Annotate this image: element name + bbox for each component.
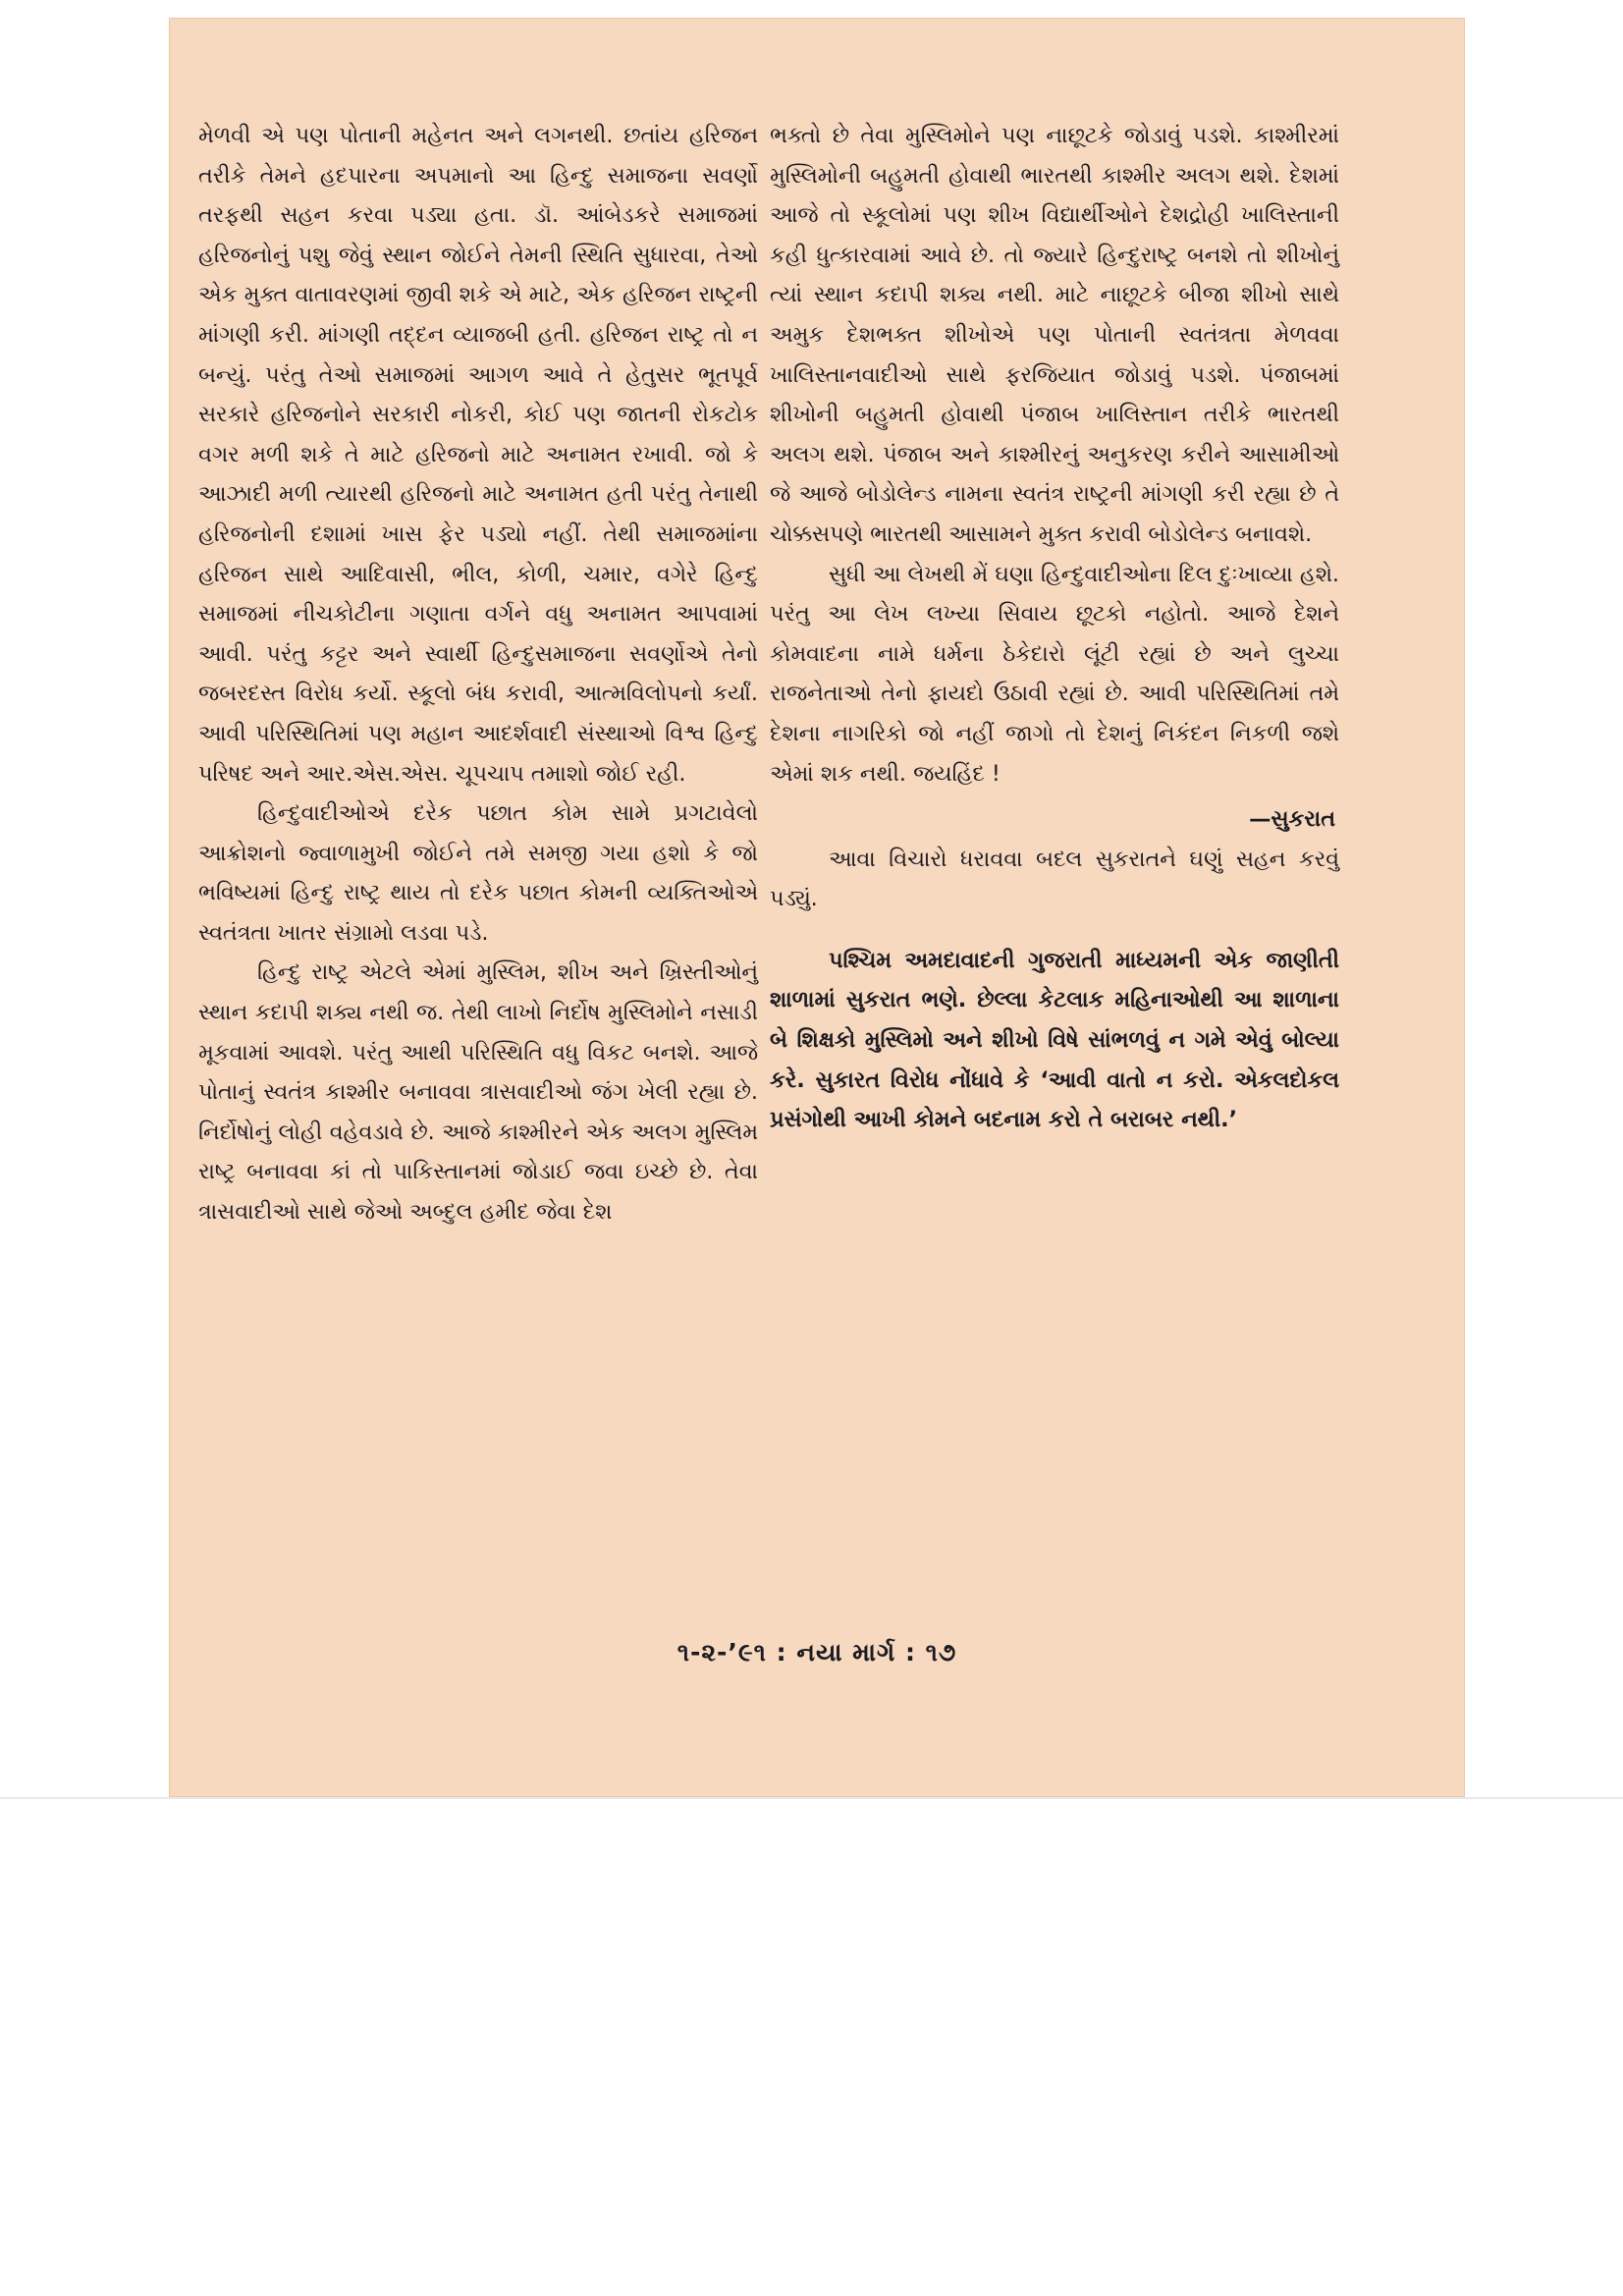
paragraph: મેળવી એ પણ પોતાની મહેનત અને લગનથી. છતાંય હરિજન તરીકે તેમને હદપારના અપમાનો આ હિન્દુ સમાજના સવર્ણો તરફથી સહન કરવા પડ્યા હતા. ડૉ. આંબેડકરે સમાજમાં હરિજનોનું પશુ જેવું સ્થાન જોઈને તેમની સ્થિતિ સુધારવા, તેઓ એક મુક્ત વાતાવરણમાં જીવી શકે એ માટે, એક હરિજન રાષ્ટ્રની માંગણી કરી. માંગણી તદ્દન વ્યાજબી હતી. હરિજન રાષ્ટ્ર તો ન બન્યું. પરંતુ તેઓ સમાજમાં આગળ આવે તે હેતુસર ભૂતપૂર્વ સરકારે હરિજનોને સરકારી નોકરી, કોઈ પણ જાતની રોકટોક વગર મળી શકે તે માટે હરિજનો માટે અનામત રખાવી. જો કે આઝાદી મળી ત્યારથી હરિજનો માટે અનામત હતી પરંતુ તેનાથી હરિજનોની દશામાં ખાસ ફેર પડ્યો નહીં. તેથી સમાજમાંના હરિજન સાથે આદિવાસી, ભીલ, કોળી, ચમાર, વગેરે હિન્દુ સમાજમાં નીચકોટીના ગણાતા વર્ગને વધુ અનામત આપવામાં આવી. પરંતુ કટ્ટર અને સ્વાર્થી હિન્દુસમાજના સવર્ણોએ તેનો જબરદસ્ત વિરોધ કર્યો. સ્કૂલો બંધ કરાવી, આત્મવિલોપનો કર્યાં. આવી પરિસ્થિતિમાં પણ મહાન આદર્શવાદી સંસ્થાઓ વિશ્વ હિન્દુ પરિષદ અને આર.એસ.એસ. ચૂપચાપ તમાશો જોઈ રહી.: [198, 123, 758, 787]
scan-edge-divider: [0, 1797, 1623, 1799]
paragraph: હિન્દુ રાષ્ટ્ર એટલે એમાં મુસ્લિમ, શીખ અને ખ્રિસ્તીઓનું સ્થાન કદાપી શક્ય નથી જ. તેથી લાખો નિર્દોષ મુસ્લિમોને નસાડી મૂકવામાં આવશે. પરંતુ આથી પરિસ્થિતિ વધુ વિકટ બનશે. આજે પોતાનું સ્વતંત્ર કાશ્મીર બનાવવા ત્રાસવાદીઓ જંગ ખેલી રહ્યા છે. નિર્દોષોનું લોહી વહેવડાવે છે. આજે કાશ્મીરને એક અલગ મુસ્લિમ રાષ્ટ્ર બનાવવા કાં તો પાકિસ્તાનમાં જોડાઈ જવા ઇચ્છે છે. તેવા ત્રાસવાદીઓ સાથે જેઓ અબ્દુલ હમીદ જેવા દેશ: [198, 959, 758, 1226]
paragraph: હિન્દુવાદીઓએ દરેક પછાત કોમ સામે પ્રગટાવેલો આક્રોશનો જ્વાળામુખી જોઈને તમે સમજી ગયા હશો કે જો ભવિષ્યમાં હિન્દુ રાષ્ટ્ર થાય તો દરેક પછાત કોમની વ્યક્તિઓએ સ્વતંત્રતા ખાતર સંગ્રામો લડવા પડે.: [198, 800, 758, 946]
editor-note: આવા વિચારો ધરાવવા બદલ સુકરાતને ઘણું સહન કરવું પડ્યું.: [770, 846, 1339, 912]
closing-paragraph: પશ્ચિમ અમદાવાદની ગુજરાતી માધ્યમની એક જાણીતી શાળામાં સુકરાત ભણે. છેલ્લા કેટલાક મહિનાઓથી આ શાળાના બે શિક્ષકો મુસ્લિમો અને શીખો વિષે સાંભળવું ન ગમે એવું બોલ્યા કરે. સુકારત વિરોધ નોંધાવે કે ‘આવી વાતો ન કરો. એકલદોકલ પ્રસંગોથી આખી કોમને બદનામ કરો તે બરાબર નથી.’: [770, 947, 1339, 1133]
magazine-page: [169, 18, 1465, 1797]
paragraph: ભક્તો છે તેવા મુસ્લિમોને પણ નાછૂટકે જોડાવું પડશે. કાશ્મીરમાં મુસ્લિમોની બહુમતી હોવાથી ભારતથી કાશ્મીર અલગ થશે. દેશમાં આજે તો સ્કૂલોમાં પણ શીખ વિદ્યાર્થીઓને દેશદ્રોહી ખાલિસ્તાની કહી ધુત્કારવામાં આવે છે. તો જ્યારે હિન્દુરાષ્ટ્ર બનશે તો શીખોનું ત્યાં સ્થાન કદાપી શક્ય નથી. માટે નાછૂટકે બીજા શીખો સાથે અમુક દેશભક્ત શીખોએ પણ પોતાની સ્વતંત્રતા મેળવવા ખાલિસ્તાનવાદીઓ સાથે ફરજિયાત જોડાવું પડશે. પંજાબમાં શીખોની બહુમતી હોવાથી પંજાબ ખાલિસ્તાન તરીકે ભારતથી અલગ થશે. પંજાબ અને કાશ્મીરનું અનુકરણ કરીને આસામીઓ જે આજે બોડોલેન્ડ નામના સ્વતંત્ર રાષ્ટ્રની માંગણી કરી રહ્યા છે તે ચોક્કસપણે ભારતથી આસામને મુક્ત કરાવી બોડોલેન્ડ બનાવશે.: [770, 123, 1339, 547]
paragraph: સુધી આ લેખથી મેં ઘણા હિન્દુવાદીઓના દિલ દુઃખાવ્યા હશે. પરંતુ આ લેખ લખ્યા સિવાય છૂટકો નહોતો. આજે દેશને કોમવાદના નામે ધર્મના ઠેકેદારો લૂંટી રહ્યાં છે અને લુચ્ચા રાજનેતાઓ તેનો ફાયદો ઉઠાવી રહ્યાં છે. આવી પરિસ્થિતિમાં તમે દેશના નાગરિકો જો નહીં જાગો તો દેશનું નિકંદન નિકળી જશે એમાં શક નથી. જયહિંદ !: [770, 561, 1339, 787]
author-signature: —સુકરાત: [1249, 806, 1335, 833]
left-column: [198, 116, 758, 1232]
page-footer: ૧-૨-’૯૧ : નયા માર્ગ : ૧૭: [676, 1638, 957, 1667]
right-column: [770, 116, 1339, 1140]
